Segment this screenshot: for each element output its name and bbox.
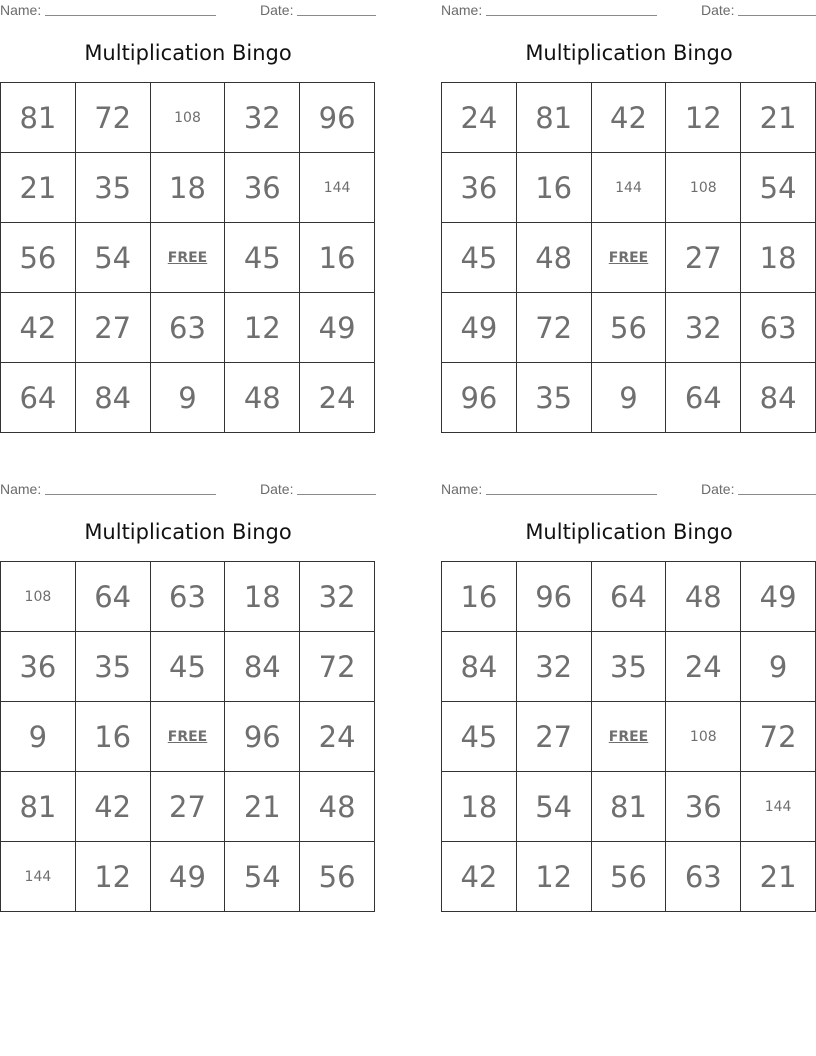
bingo-cell[interactable]: 48: [225, 363, 300, 433]
bingo-cell[interactable]: 36: [666, 772, 741, 842]
date-blank-line[interactable]: [297, 494, 376, 495]
card-title: Multiplication Bingo: [84, 41, 292, 65]
bingo-cell[interactable]: 16: [300, 223, 375, 293]
bingo-cell[interactable]: 35: [517, 363, 592, 433]
bingo-cell[interactable]: 84: [741, 363, 816, 433]
bingo-cell[interactable]: 24: [666, 632, 741, 702]
bingo-cell[interactable]: 21: [741, 842, 816, 912]
bingo-cell[interactable]: 56: [592, 842, 667, 912]
bingo-cell[interactable]: 21: [225, 772, 300, 842]
bingo-cell[interactable]: 48: [666, 562, 741, 632]
bingo-cell[interactable]: 35: [592, 632, 667, 702]
card-header: [0, 481, 376, 499]
bingo-grid: [0, 561, 375, 912]
bingo-cell[interactable]: 144: [741, 772, 816, 842]
bingo-cell[interactable]: 96: [517, 562, 592, 632]
card-title: Multiplication Bingo: [525, 41, 733, 65]
bingo-cell[interactable]: 18: [442, 772, 517, 842]
bingo-cell[interactable]: 144: [300, 153, 375, 223]
bingo-cell[interactable]: 81: [1, 83, 76, 153]
bingo-cell[interactable]: 72: [517, 293, 592, 363]
name-blank-line[interactable]: [45, 15, 216, 16]
free-space-cell[interactable]: FREE: [151, 702, 226, 772]
date-blank-line[interactable]: [738, 494, 816, 495]
card-header: [441, 2, 816, 20]
bingo-cell[interactable]: 64: [592, 562, 667, 632]
bingo-cell[interactable]: 45: [442, 223, 517, 293]
bingo-cell[interactable]: 64: [666, 363, 741, 433]
bingo-cell[interactable]: 18: [151, 153, 226, 223]
bingo-cell[interactable]: 24: [300, 363, 375, 433]
free-space-cell[interactable]: FREE: [592, 223, 667, 293]
bingo-cell[interactable]: 32: [225, 83, 300, 153]
bingo-cell[interactable]: 63: [151, 562, 226, 632]
bingo-cell[interactable]: 48: [300, 772, 375, 842]
date-label: Date:: [701, 481, 735, 497]
bingo-cell[interactable]: 35: [76, 153, 151, 223]
free-space-cell[interactable]: FREE: [151, 223, 226, 293]
bingo-cell[interactable]: 108: [1, 562, 76, 632]
card-title: Multiplication Bingo: [84, 520, 292, 544]
bingo-cell[interactable]: 21: [741, 83, 816, 153]
bingo-cell[interactable]: 36: [1, 632, 76, 702]
bingo-cell[interactable]: 42: [592, 83, 667, 153]
free-space-cell[interactable]: FREE: [592, 702, 667, 772]
bingo-cell[interactable]: 16: [517, 153, 592, 223]
bingo-cell[interactable]: 49: [442, 293, 517, 363]
bingo-cell[interactable]: 16: [76, 702, 151, 772]
date-label: Date:: [260, 481, 294, 497]
bingo-cell[interactable]: 24: [442, 83, 517, 153]
bingo-cell[interactable]: 32: [300, 562, 375, 632]
bingo-cell[interactable]: 84: [76, 363, 151, 433]
bingo-cell[interactable]: 48: [517, 223, 592, 293]
bingo-cell[interactable]: 45: [442, 702, 517, 772]
bingo-cell[interactable]: 32: [517, 632, 592, 702]
date-blank-line[interactable]: [297, 15, 376, 16]
bingo-cell[interactable]: 108: [666, 702, 741, 772]
bingo-cell[interactable]: 27: [151, 772, 226, 842]
bingo-grid: [441, 82, 816, 433]
bingo-cell[interactable]: 72: [76, 83, 151, 153]
bingo-grid: [441, 561, 816, 912]
bingo-cell[interactable]: 54: [225, 842, 300, 912]
bingo-cell[interactable]: 12: [225, 293, 300, 363]
card-header: [0, 2, 376, 20]
bingo-cell[interactable]: 81: [592, 772, 667, 842]
bingo-cell[interactable]: 42: [442, 842, 517, 912]
name-label: Name:: [441, 481, 483, 497]
bingo-cell[interactable]: 56: [300, 842, 375, 912]
date-label: Date:: [701, 2, 735, 18]
bingo-cell[interactable]: 56: [1, 223, 76, 293]
bingo-cell[interactable]: 45: [225, 223, 300, 293]
bingo-cell[interactable]: 54: [76, 223, 151, 293]
name-blank-line[interactable]: [45, 494, 216, 495]
bingo-cell[interactable]: 9: [1, 702, 76, 772]
bingo-cell[interactable]: 96: [225, 702, 300, 772]
bingo-cell[interactable]: 9: [592, 363, 667, 433]
bingo-cell[interactable]: 64: [1, 363, 76, 433]
name-label: Name:: [0, 481, 42, 497]
bingo-cell[interactable]: 108: [151, 83, 226, 153]
bingo-cell[interactable]: 24: [300, 702, 375, 772]
bingo-cell[interactable]: 9: [151, 363, 226, 433]
bingo-cell[interactable]: 36: [225, 153, 300, 223]
name-label: Name:: [0, 2, 42, 18]
bingo-cell[interactable]: 12: [517, 842, 592, 912]
bingo-cell[interactable]: 9: [741, 632, 816, 702]
bingo-cell[interactable]: 54: [517, 772, 592, 842]
bingo-cell[interactable]: 108: [666, 153, 741, 223]
bingo-cell[interactable]: 27: [76, 293, 151, 363]
bingo-cell[interactable]: 35: [76, 632, 151, 702]
card-header: [441, 481, 816, 499]
bingo-cell[interactable]: 49: [151, 842, 226, 912]
bingo-cell[interactable]: 12: [76, 842, 151, 912]
date-blank-line[interactable]: [738, 15, 816, 16]
bingo-cell[interactable]: 72: [300, 632, 375, 702]
bingo-cell[interactable]: 63: [741, 293, 816, 363]
name-blank-line[interactable]: [486, 15, 657, 16]
bingo-grid: [0, 82, 375, 433]
bingo-cell[interactable]: 84: [442, 632, 517, 702]
bingo-cell[interactable]: 84: [225, 632, 300, 702]
bingo-cell[interactable]: 27: [517, 702, 592, 772]
bingo-cell[interactable]: 42: [76, 772, 151, 842]
bingo-cell[interactable]: 54: [741, 153, 816, 223]
bingo-cell[interactable]: 63: [151, 293, 226, 363]
bingo-cell[interactable]: 63: [666, 842, 741, 912]
name-label: Name:: [441, 2, 483, 18]
bingo-cell[interactable]: 45: [151, 632, 226, 702]
bingo-cell[interactable]: 42: [1, 293, 76, 363]
bingo-cell[interactable]: 72: [741, 702, 816, 772]
bingo-cell[interactable]: 144: [1, 842, 76, 912]
bingo-cell[interactable]: 16: [442, 562, 517, 632]
bingo-cell[interactable]: 21: [1, 153, 76, 223]
bingo-cell[interactable]: 18: [225, 562, 300, 632]
bingo-cell[interactable]: 36: [442, 153, 517, 223]
bingo-cell[interactable]: 27: [666, 223, 741, 293]
bingo-cell[interactable]: 96: [442, 363, 517, 433]
date-label: Date:: [260, 2, 294, 18]
bingo-cell[interactable]: 64: [76, 562, 151, 632]
bingo-cell[interactable]: 32: [666, 293, 741, 363]
bingo-cell[interactable]: 56: [592, 293, 667, 363]
bingo-cell[interactable]: 81: [517, 83, 592, 153]
bingo-cell[interactable]: 96: [300, 83, 375, 153]
bingo-cell[interactable]: 18: [741, 223, 816, 293]
bingo-cell[interactable]: 81: [1, 772, 76, 842]
name-blank-line[interactable]: [486, 494, 657, 495]
bingo-cell[interactable]: 12: [666, 83, 741, 153]
bingo-cell[interactable]: 49: [300, 293, 375, 363]
card-title: Multiplication Bingo: [525, 520, 733, 544]
bingo-cell[interactable]: 144: [592, 153, 667, 223]
bingo-cell[interactable]: 49: [741, 562, 816, 632]
